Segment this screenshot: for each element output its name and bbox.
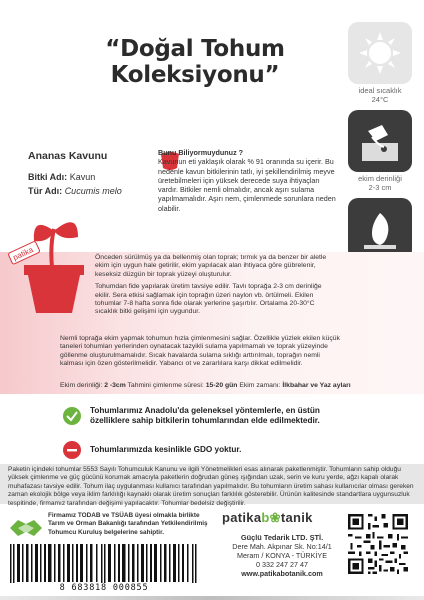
sun-icon <box>348 22 412 84</box>
barcode-number: 8 683818 000855 <box>6 583 202 593</box>
collection-title: “Doğal Tohum Koleksiyonu” <box>105 36 285 88</box>
planting-summary: Ekim derinliği: 2 -3cm Tahmini çimlenme süresi: 15-20 gün Ekim zamanı: İlkbahar ve Yaz ayları <box>60 382 351 389</box>
certification-note: Firmamız TODAB ve TSÜAB üyesi olmakla birlikte Tarım ve Orman Bakanlığı tarafından Yetkilendirilmiş Tohumcu Kuruluş belgelerine sahiptir. <box>48 512 208 536</box>
company-info: Güçlü Tedarik LTD. ŞTİ. Dere Mah. Akpınar Sk. No:14/1 Meram / KONYA - TÜRKİYE 0 332 247 27 47 www.patikabotanik.com <box>232 533 332 578</box>
handshake-icon <box>8 512 44 544</box>
plant-name: Bitki Adı: Kavun <box>28 172 96 182</box>
qr-code <box>346 512 410 576</box>
care-instructions: Önceden sürülmüş ya da bellenmiş olan toprak; tırmık ya da benzer bir aletle ekim için uygun hale getirilir, ekim yapılacak alan ihtiyaca göre gübrelenir, keseksiz düzgün bir toprak yüzeyi oluşturulur. Tohumdan fide yapılarak üretim tavsiye edilir. Tavlı toprağa 2-3 cm derinliğe ekilir. Sera etkisi sağlamak için toprağın üzeri naylon vb. örtülmeli. Ekilen tohumlar 7-8 hafta sonra fide olarak yerlerine şaşırtılır. Ortalama 20-30°C sıcaklık bitki gelişimi için uygundur. <box>95 254 327 316</box>
planting-depth-icon <box>348 110 412 172</box>
bottom-strip <box>0 596 424 600</box>
depth-caption: ekim derinliği 2-3 cm <box>358 174 402 192</box>
plant-pot-icon <box>4 205 104 315</box>
latin-name: Tür Adı: Cucumis melo <box>28 186 122 196</box>
no-gmo-icon <box>62 440 82 460</box>
pot-tag-text: patika <box>11 245 35 263</box>
no-gmo-badge: Tohumlarımızda kesinlikle GDO yoktur. <box>62 440 352 460</box>
leaf-o-icon: ❀ <box>269 510 281 525</box>
brand-logo: patikab❀tanik <box>222 510 313 525</box>
did-you-know: Bunu Biliyormuydunuz ? Kavunun eti yaklaşık olarak % 91 oranında su içerir. Bu nedenle kavun bitkilerinin tatlı, iyi şekillendirilmiş meyve üretebilmeleri için yüksek derecede suya ihtiyaçları vardır. Bitkiler nemli olmalıdır, ancak aşırı sulama yapılmamalıdır. Aşırı nem, çimlenmede sorunlara neden olabilir. <box>158 148 336 213</box>
temperature-caption: ideal sıcaklık 24°C <box>358 86 402 104</box>
checkmark-icon <box>62 406 82 426</box>
watering-instructions: Nemli toprağa ekim yapmak tohumun hızla çimlenmesini sağlar. Özellikle yüzlek ekilen küçük taneleri tohumları yerlerinden oynatacak tazyikli sulama yapılmamalı ve toprak yüzeyinde göllenme oluşturulmamalıdır. Sıcak havalarda sulama sıklığı arttırılmalı, toprağın nemli kalması için özen gösterilmelidir. Yabancı ot ve zararlılara karşı dikkat edilmelidir. <box>60 335 340 368</box>
seed-spacing-icon <box>348 198 412 260</box>
anatolian-badge: Tohumlarımız Anadolu'da geleneksel yöntemlerle, en üstün özelliklere sahip bitkilerin tohumlarından elde edilmektedir. <box>62 406 352 426</box>
legal-info: Paketin içindeki tohumlar 5553 Sayılı Tohumculuk Kanunu ve ilgili Yönetmelikleri esas alınarak paketlenmiştir. Tohumların sahip olduğu yüksek çimlenme ve güç gücünü korumak amacıyla paketlerin doğrudan güneş ışığından uzak, serin ve kuru yerde, ağzı kapalı olarak muhafazası tavsiye edilir. Tohum ilaç uygulanması kullanıcı tarafından yapılmalıdır. Bu tohumların üretim sahası kullanıcılar olması gereken zaman ekolojik bölge veya iklim farklılığı kaynaklı olarak üretim sonuçları farklılık gösterebilir. Ürünün kalitesinde standartlara uygunsuzluk tespitinde, firmamız tarafından değişimi yapılacaktır. Tohumlar bedelsiz değiştirilir. <box>8 466 414 507</box>
product-name: Ananas Kavunu <box>28 150 108 162</box>
